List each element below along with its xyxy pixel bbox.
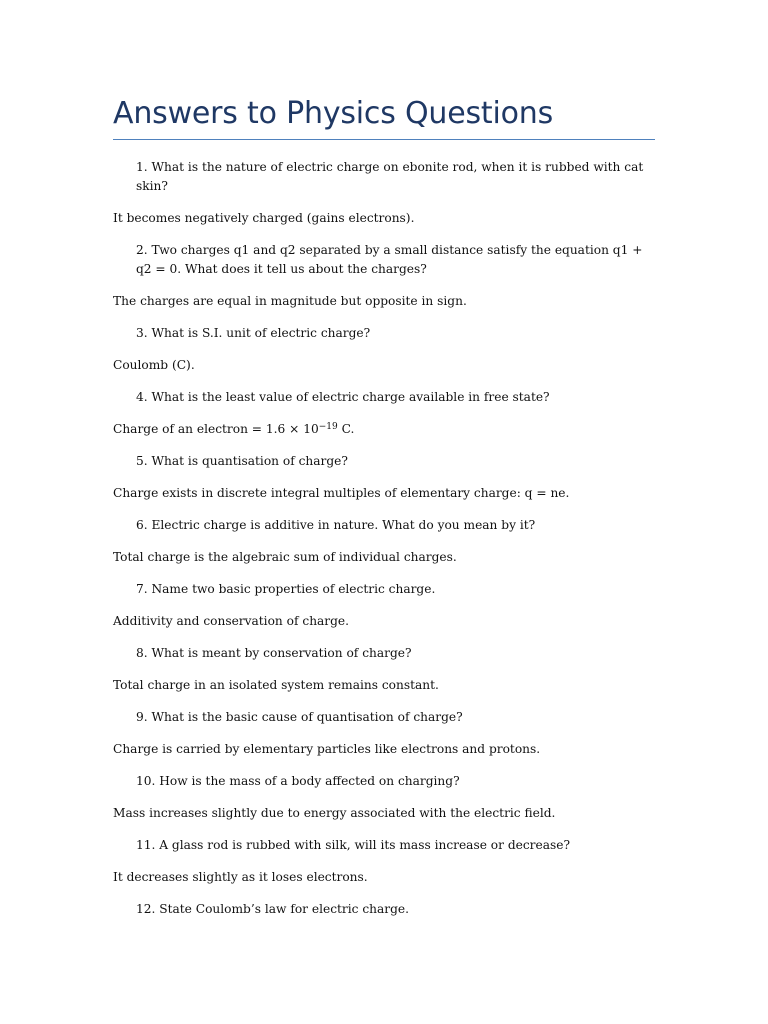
document-page xyxy=(113,94,655,932)
answer-6: Total charge is the algebraic sum of individual charges. xyxy=(113,550,457,564)
answer-5: Charge exists in discrete integral multiples of elementary charge: q = ne. xyxy=(113,486,570,500)
qa-list xyxy=(113,158,655,919)
question-7: 7. Name two basic properties of electric charge. xyxy=(136,582,436,596)
question-4: 4. What is the least value of electric charge available in free state? xyxy=(136,390,550,404)
title-divider xyxy=(113,139,655,140)
document-title: Answers to Physics Questions xyxy=(113,96,554,131)
answer-11: It decreases slightly as it loses electrons. xyxy=(113,870,368,884)
answer-4-exponent: −19 xyxy=(318,422,338,432)
question-8: 8. What is meant by conservation of charge? xyxy=(136,646,412,660)
question-2: 2. Two charges q1 and q2 separated by a small distance satisfy the equation q1 + q2 = 0. What does it tell us about the charges? xyxy=(136,243,643,276)
question-1: 1. What is the nature of electric charge on ebonite rod, when it is rubbed with cat skin? xyxy=(136,160,644,193)
answer-10: Mass increases slightly due to energy associated with the electric field. xyxy=(113,806,556,820)
answer-7: Additivity and conservation of charge. xyxy=(113,614,350,628)
question-9: 9. What is the basic cause of quantisation of charge? xyxy=(136,710,463,724)
answer-8: Total charge in an isolated system remains constant. xyxy=(113,678,439,692)
question-12: 12. State Coulomb’s law for electric charge. xyxy=(136,902,410,916)
question-11: 11. A glass rod is rubbed with silk, will its mass increase or decrease? xyxy=(136,838,570,852)
answer-1: It becomes negatively charged (gains electrons). xyxy=(113,211,415,225)
question-3: 3. What is S.I. unit of electric charge? xyxy=(136,326,371,340)
question-10: 10. How is the mass of a body affected on charging? xyxy=(136,774,460,788)
question-5: 5. What is quantisation of charge? xyxy=(136,454,348,468)
answer-4 xyxy=(113,420,655,439)
question-6: 6. Electric charge is additive in nature. What do you mean by it? xyxy=(136,518,536,532)
answer-4-unit: C. xyxy=(337,422,355,436)
answer-3: Coulomb (C). xyxy=(113,358,195,372)
answer-2: The charges are equal in magnitude but opposite in sign. xyxy=(113,294,467,308)
answer-9: Charge is carried by elementary particles like electrons and protons. xyxy=(113,742,541,756)
answer-4-text: Charge of an electron = 1.6 × 10 xyxy=(113,422,319,436)
